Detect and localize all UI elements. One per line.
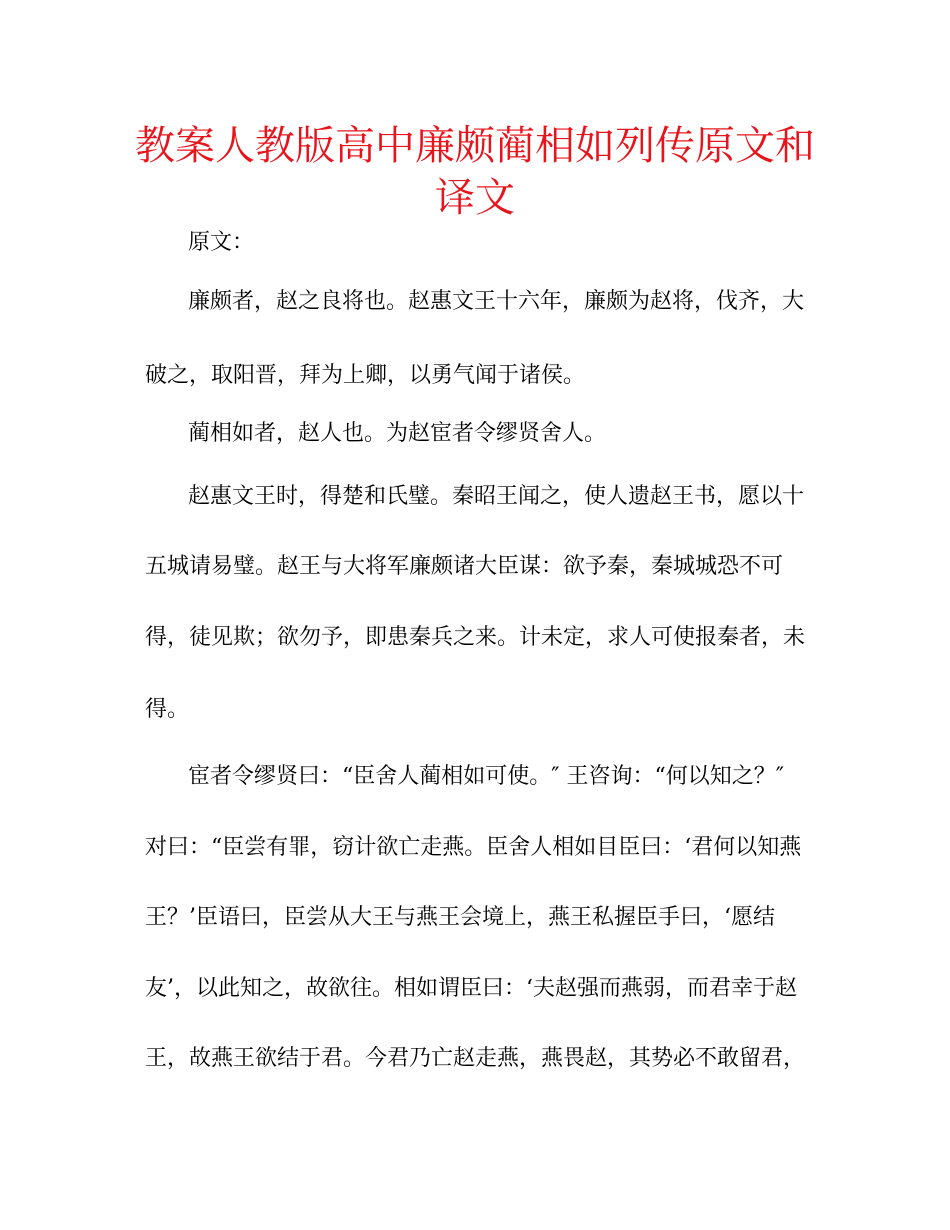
- paragraph-line: 赵惠文王时，得楚和氏璧。秦昭王闻之，使人遗赵王书，愿以十: [188, 484, 805, 509]
- paragraph-line: 得，徒见欺；欲勿予，即患秦兵之来。计未定，求人可使报秦者，未: [145, 625, 806, 650]
- paragraph-line: 廉颇者，赵之良将也。赵惠文王十六年，廉颇为赵将，伐齐，大: [188, 289, 805, 314]
- paragraph-line: 对曰：“臣尝有罪，窃计欲亡走燕。臣舍人相如目臣曰：‘君何以知燕: [145, 835, 802, 860]
- paragraph-line: 破之，取阳晋，拜为上卿，以勇气闻于诸侯。: [145, 363, 586, 388]
- paragraph-line: 王，故燕王欲结于君。今君乃亡赵走燕，燕畏赵，其势必不敢留君，: [145, 1046, 806, 1071]
- paragraph-line: 蔺相如者，赵人也。为赵宦者令缪贤舍人。: [188, 421, 607, 446]
- paragraph-line: 得。: [145, 697, 190, 722]
- paragraph-line: 王？’臣语曰，臣尝从大王与燕王会境上，燕王私握臣手曰，‘愿结: [145, 905, 775, 930]
- paragraph-line: 友’，以此知之，故欲往。相如谓臣曰：‘夫赵强而燕弱，而君幸于赵: [145, 976, 797, 1001]
- paragraph-line: 五城请易璧。赵王与大将军廉颇诸大臣谋：欲予秦，秦城城恐不可: [145, 554, 784, 579]
- document-title: 教案人教版高中廉颇蔺相如列传原文和译文: [135, 123, 815, 221]
- paragraph-line: 宦者令缪贤曰：“臣舍人蔺相如可使。″ 王咨询：“何以知之？″: [188, 764, 784, 789]
- section-label-original-text: 原文：: [188, 230, 255, 255]
